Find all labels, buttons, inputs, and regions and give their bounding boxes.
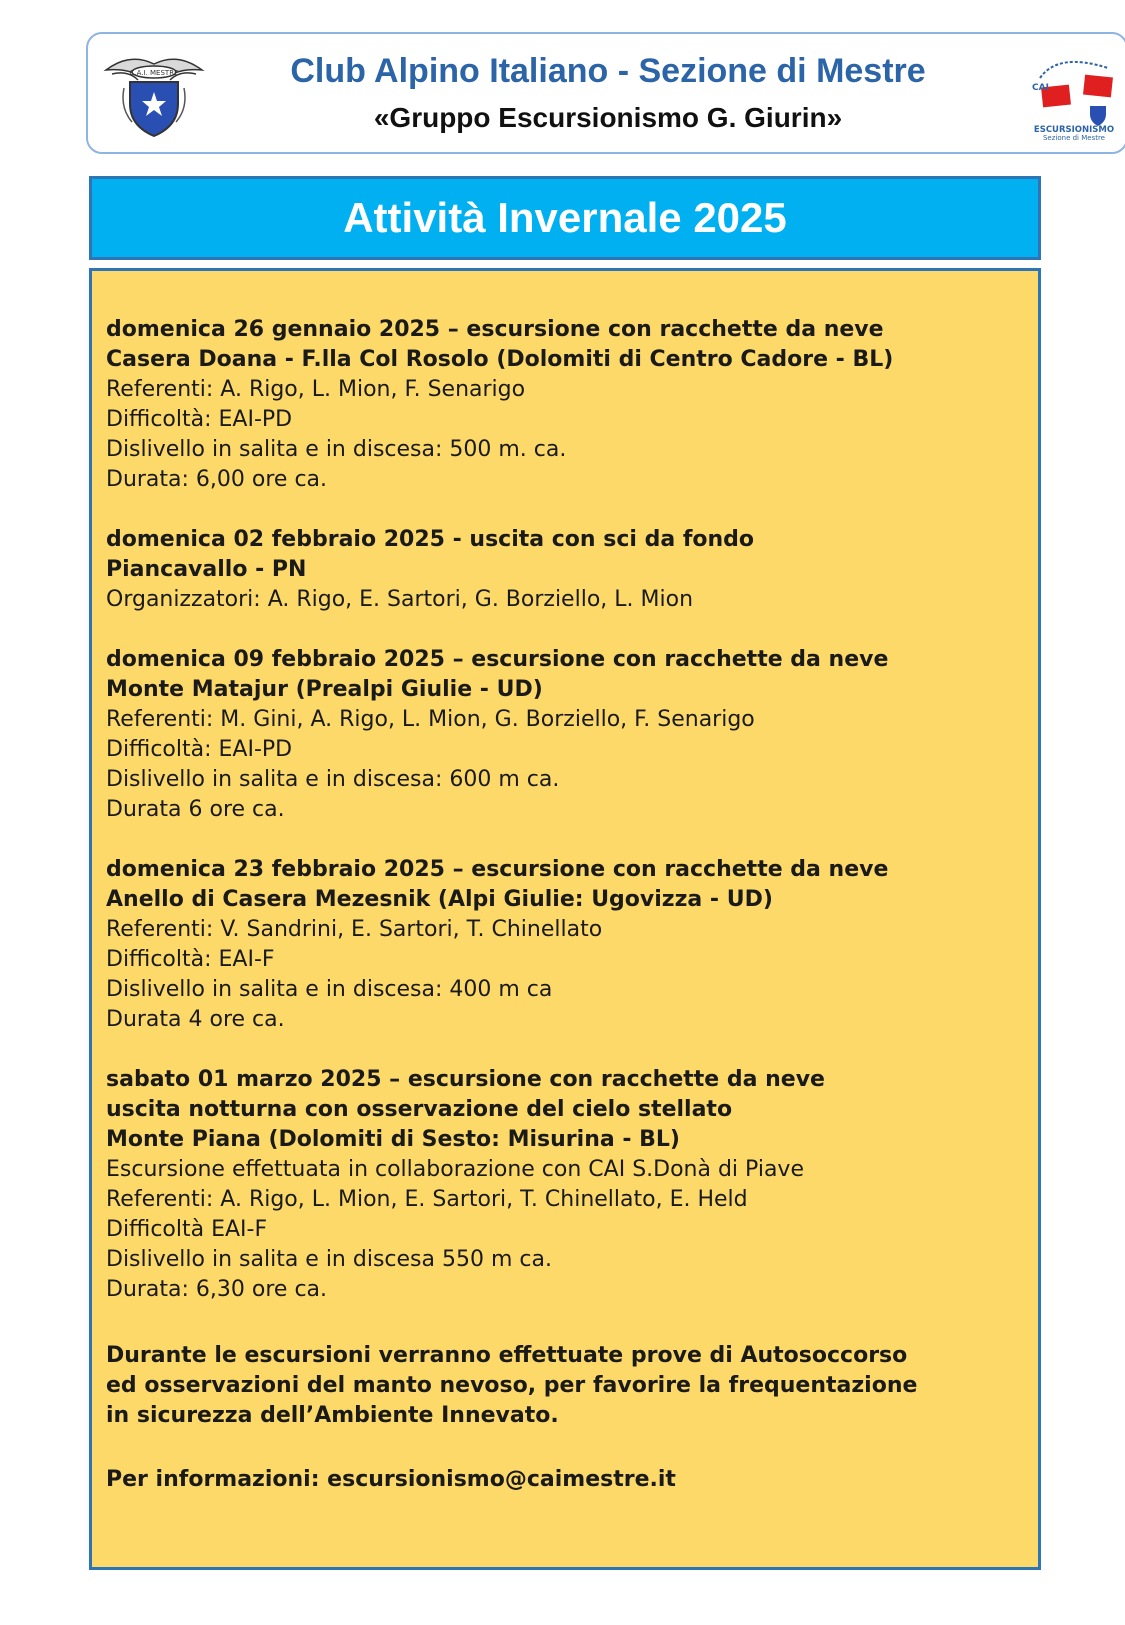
group-subtitle: «Gruppo Escursionismo G. Giurin» — [373, 102, 843, 133]
event-detail: Dislivello in salita e in discesa: 600 m ca. — [106, 767, 560, 792]
events-panel — [89, 268, 1041, 1570]
svg-text:Sezione di Mestre: Sezione di Mestre — [1042, 134, 1106, 142]
event-detail: Durata 4 ore ca. — [106, 1007, 285, 1032]
event-item — [106, 645, 1024, 825]
event-location: uscita notturna con osservazione del cielo stellato — [106, 1097, 733, 1122]
event-detail: Difficoltà EAI-F — [106, 1217, 268, 1242]
event-heading: domenica 02 febbraio 2025 - uscita con sci da fondo — [106, 527, 755, 552]
event-detail: Dislivello in salita e in discesa 550 m ca. — [106, 1247, 552, 1272]
cai-eagle-logo-icon — [102, 48, 206, 140]
event-location: Monte Piana (Dolomiti di Sesto: Misurina - BL) — [106, 1127, 680, 1152]
safety-note — [106, 1341, 1024, 1431]
event-heading: domenica 09 febbraio 2025 – escursione con racchette da neve — [106, 647, 889, 672]
event-detail: Referenti: M. Gini, A. Rigo, L. Mion, G. Borziello, F. Senarigo — [106, 707, 755, 732]
event-detail: Difficoltà: EAI-PD — [106, 737, 293, 762]
event-detail: Durata: 6,30 ore ca. — [106, 1277, 328, 1302]
event-heading: domenica 23 febbraio 2025 – escursione con racchette da neve — [106, 857, 889, 882]
contact-info: Per informazioni: escursionismo@caimestre.it — [106, 1467, 676, 1492]
event-location: Monte Matajur (Prealpi Giulie - UD) — [106, 677, 543, 702]
note-line: in sicurezza dell’Ambiente Innevato. — [106, 1403, 559, 1428]
event-detail: Durata: 6,00 ore ca. — [106, 467, 328, 492]
season-banner — [89, 176, 1041, 260]
event-detail: Referenti: A. Rigo, L. Mion, F. Senarigo — [106, 377, 526, 402]
note-line: Durante le escursioni verranno effettuate prove di Autosoccorso — [106, 1343, 908, 1368]
event-item — [106, 525, 1024, 615]
event-item — [106, 315, 1024, 495]
svg-text:CAI: CAI — [1032, 83, 1049, 93]
svg-text:ESCURSIONISMO: ESCURSIONISMO — [1033, 125, 1115, 135]
event-detail: Dislivello in salita e in discesa: 400 m ca — [106, 977, 553, 1002]
event-detail: Referenti: A. Rigo, L. Mion, E. Sartori, T. Chinellato, E. Held — [106, 1187, 748, 1212]
event-detail: Referenti: V. Sandrini, E. Sartori, T. Chinellato — [106, 917, 603, 942]
event-detail: Difficoltà: EAI-PD — [106, 407, 293, 432]
header-box — [86, 32, 1125, 154]
club-title: Club Alpino Italiano - Sezione di Mestre — [290, 52, 926, 90]
event-heading: sabato 01 marzo 2025 – escursione con racchette da neve — [106, 1067, 825, 1092]
event-location: Anello di Casera Mezesnik (Alpi Giulie: Ugovizza - UD) — [106, 887, 773, 912]
banner-title: Attività Invernale 2025 — [343, 194, 787, 241]
event-detail: Durata 6 ore ca. — [106, 797, 285, 822]
event-item — [106, 855, 1024, 1035]
event-detail: Organizzatori: A. Rigo, E. Sartori, G. Borziello, L. Mion — [106, 587, 694, 612]
logo-left-text: C.A.I. MESTRE — [129, 69, 179, 77]
escursionismo-logo-icon — [1028, 46, 1120, 142]
event-detail: Escursione effettuata in collaborazione con CAI S.Donà di Piave — [106, 1157, 804, 1182]
event-location: Piancavallo - PN — [106, 557, 307, 582]
event-location: Casera Doana - F.lla Col Rosolo (Dolomiti di Centro Cadore - BL) — [106, 347, 894, 372]
events-list — [106, 315, 1024, 1305]
event-detail: Dislivello in salita e in discesa: 500 m. ca. — [106, 437, 567, 462]
event-item — [106, 1065, 1024, 1305]
note-line: ed osservazioni del manto nevoso, per favorire la frequentazione — [106, 1373, 918, 1398]
event-detail: Difficoltà: EAI-F — [106, 947, 275, 972]
event-heading: domenica 26 gennaio 2025 – escursione con racchette da neve — [106, 317, 884, 342]
